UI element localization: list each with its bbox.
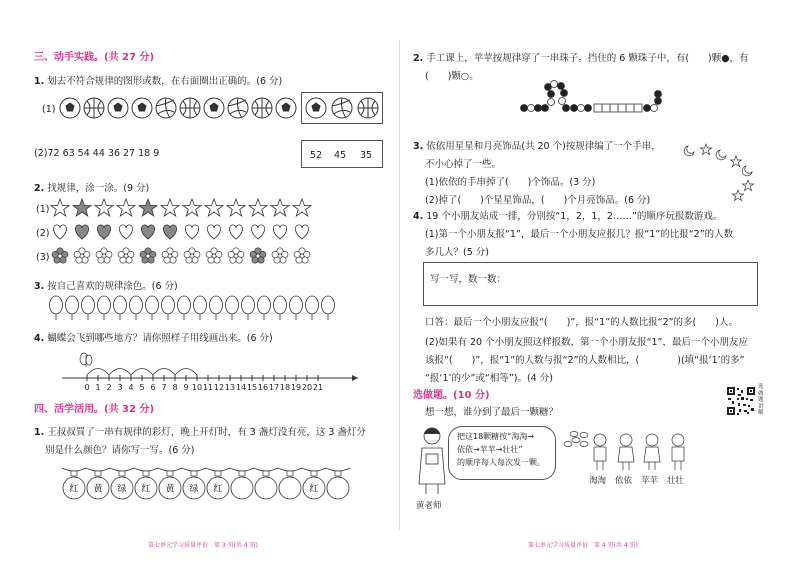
section-3-title: 三、动手实践。(共 27 分) — [34, 52, 155, 63]
flower-icon — [250, 248, 266, 263]
kid-figure — [618, 434, 634, 470]
flower-icon — [118, 248, 134, 263]
work-area-box[interactable] — [423, 262, 758, 306]
star-icon — [95, 199, 113, 216]
light-bulb-label: 红 — [213, 484, 223, 495]
soccer-ball-icon — [204, 98, 224, 118]
number-line-tick-label: 18 — [279, 383, 291, 392]
section-4-title: 四、活学活用。(共 32 分) — [34, 404, 155, 415]
kid-label-3: 苹苹 — [641, 476, 659, 486]
flower-icon — [52, 248, 68, 263]
flower-icon — [74, 248, 90, 263]
star-moon-bracelet — [680, 140, 762, 204]
number-line-tick-label: 13 — [224, 383, 236, 392]
star-icon — [293, 199, 311, 216]
star-icon — [743, 180, 754, 191]
left-page-footer: 第七单元学习质量评价 第 3 页(共 4 页) — [148, 542, 258, 549]
flower-icon — [294, 248, 310, 263]
right-question-3-sub2: (2)掉了( )个星星饰品，( )个月亮饰品。(6 分) — [425, 195, 651, 206]
question-3: 3. 按自己喜欢的规律涂色。(6 分) — [34, 281, 178, 292]
right-question-4-sub2c: “报‘1’的少”或“相等”)。(4 分) — [425, 373, 553, 384]
number-line-tick-label: 11 — [202, 383, 214, 392]
star-icon — [701, 144, 712, 155]
balloon-icon — [226, 296, 239, 320]
light-bulb-icon — [87, 471, 109, 499]
light-bulb-icon — [135, 471, 157, 499]
number-line-tick-label: 4 — [128, 383, 134, 392]
soccer-ball-icon — [60, 98, 80, 118]
star-icon — [731, 156, 742, 167]
kid-label-1: 淘淘 — [589, 476, 607, 486]
star-icon — [271, 199, 289, 216]
light-bulb-icon — [63, 471, 85, 499]
butterfly-icon — [80, 353, 92, 367]
kid-figure — [594, 434, 606, 470]
light-bulb-icon — [183, 471, 205, 499]
page-divider — [399, 40, 400, 530]
flower-icon — [162, 248, 178, 263]
light-bulb-icon — [255, 471, 277, 499]
heart-icon — [53, 225, 66, 239]
balloon-icon — [242, 296, 255, 320]
number-line-tick-label: 10 — [191, 383, 203, 392]
soccer-ball-icon — [276, 98, 296, 118]
question-2: 2. 找规律，涂一涂。(9 分) — [34, 183, 150, 194]
kid-label-4: 壮壮 — [667, 476, 685, 486]
q1-answer-box-1[interactable] — [301, 92, 383, 124]
number-line-tick-label: 0 — [84, 383, 90, 392]
balloon-icon — [162, 296, 175, 320]
optional-question-text: 想一想，谁分到了最后一颗糖？ — [425, 407, 559, 418]
flower-icon — [96, 248, 112, 263]
q2-label-3: (3) — [36, 252, 50, 263]
number-line-tick-label: 14 — [235, 383, 247, 392]
question-1: 1. 划去不符合规律的图形或数，在右面圈出正确的。(6 分) — [34, 76, 283, 87]
number-line-tick-label: 3 — [117, 383, 123, 392]
heart-icon — [185, 225, 198, 239]
number-line-tick-label: 12 — [213, 383, 225, 392]
heart-icon — [295, 225, 308, 239]
light-bulb-icon — [279, 471, 301, 499]
q1-answer-box-2[interactable]: 52 45 35 — [301, 140, 383, 168]
light-bulb-label: 红 — [69, 484, 79, 495]
kid-label-2: 依依 — [615, 476, 633, 486]
soccer-ball-icon — [132, 98, 152, 118]
star-icon — [183, 199, 201, 216]
moon-icon — [742, 166, 752, 176]
light-bulb-icon — [111, 471, 133, 499]
light-bulb-icon — [207, 471, 229, 499]
flower-icon — [206, 248, 222, 263]
kid-figure — [644, 434, 660, 470]
number-line-tick-label: 8 — [172, 383, 178, 392]
q2-label-2: (2) — [36, 228, 50, 239]
heart-icon — [163, 225, 176, 239]
right-question-4-sub2a: (2)如果有 20 个小朋友照这样报数，第一个小朋友报“1”，最后一个小朋友应 — [425, 337, 748, 348]
moon-icon — [684, 146, 694, 156]
balloon-icon — [306, 296, 319, 320]
number-line-tick-label: 6 — [150, 383, 156, 392]
qr-code-icon[interactable] — [726, 386, 756, 416]
balloon-icon — [194, 296, 207, 320]
balloon-icon — [66, 296, 79, 320]
light-bulb-label: 红 — [141, 484, 151, 495]
balloon-icon — [258, 296, 271, 320]
number-line-tick-label: 20 — [301, 383, 313, 392]
number-line-tick-label: 5 — [139, 383, 145, 392]
number-line-tick-label: 2 — [106, 383, 112, 392]
heart-icon — [97, 225, 110, 239]
number-line-tick-label: 17 — [268, 383, 280, 392]
kid-figure — [672, 434, 684, 470]
star-icon — [161, 199, 179, 216]
balloon-icon — [50, 296, 63, 320]
star-icon — [117, 199, 135, 216]
flower-icon — [272, 248, 288, 263]
heart-icon — [207, 225, 220, 239]
question-5-line2: 别是什么颜色？请你写一写。(6 分) — [45, 445, 195, 456]
right-question-2-line2: ( )颗○。 — [425, 71, 479, 82]
star-icon — [733, 190, 744, 201]
right-question-4-line1: 4. 19 个小朋友站成一排，分别按“1，2，1，2……”的顺序玩报数游戏。 — [413, 211, 723, 222]
star-icon — [51, 199, 69, 216]
right-question-4-sub2b: 该报“( )”，报“1”的人数与报“2”的人数相比，( )(填“报‘1’的多” — [425, 355, 745, 366]
light-bulb-icon — [159, 471, 181, 499]
teacher-figure — [412, 424, 452, 496]
q1-row1-label: (1) — [42, 104, 56, 115]
volleyball-icon — [156, 98, 176, 118]
star-icon — [249, 199, 267, 216]
number-line-tick-label: 21 — [312, 383, 324, 392]
right-question-3-line2: 不小心掉了一些。 — [425, 159, 502, 170]
light-bulb-icon — [231, 471, 253, 499]
q2-flower-row[interactable] — [50, 246, 330, 266]
q1-balls-sequence — [58, 95, 298, 121]
balloon-icon — [178, 296, 191, 320]
number-line-tick-label: 15 — [246, 383, 258, 392]
number-line-tick-label: 7 — [161, 383, 167, 392]
light-bulb-label: 绿 — [117, 484, 127, 495]
balloon-icon — [146, 296, 159, 320]
work-area-label: 写一写，数一数： — [430, 274, 507, 285]
teacher-label: 黄老师 — [416, 501, 442, 511]
right-question-3-line1: 3. 依依用星星和月亮饰品(共 20 个)按规律编了一个手串， — [413, 141, 661, 152]
light-bulb-icon — [303, 471, 325, 499]
flower-icon — [228, 248, 244, 263]
basketball-icon — [252, 98, 272, 118]
balloon-icon — [114, 296, 127, 320]
right-question-4-sub1b: 多几人？(5 分) — [425, 247, 489, 258]
qr-caption: 选做题讲解 — [758, 384, 764, 416]
question-4: 4. 蝴蝶会飞到哪些地方？请你照样子用线画出来。(6 分) — [34, 333, 273, 344]
number-line[interactable] — [62, 350, 362, 392]
volleyball-icon — [228, 98, 248, 118]
moon-icon — [716, 150, 726, 160]
basketball-icon — [180, 98, 200, 118]
star-icon — [227, 199, 245, 216]
q2-heart-row[interactable] — [50, 222, 330, 242]
light-string[interactable] — [60, 462, 380, 506]
star-icon — [73, 199, 91, 216]
light-bulb-icon — [327, 471, 349, 499]
balloon-row[interactable] — [48, 294, 348, 322]
q1-row2: (2)72 63 54 44 36 27 18 9 — [34, 148, 160, 159]
number-line-tick-label: 1 — [95, 383, 101, 392]
balloon-icon — [274, 296, 287, 320]
balloon-icon — [322, 296, 335, 320]
light-bulb-label: 黄 — [165, 484, 175, 495]
q2-label-1: (1) — [36, 204, 50, 215]
light-bulb-label: 黄 — [93, 484, 103, 495]
kids-row — [588, 432, 698, 474]
star-icon — [205, 199, 223, 216]
soccer-ball-icon — [108, 98, 128, 118]
balloon-icon — [210, 296, 223, 320]
optional-question-title: 选做题。(10 分) — [413, 390, 490, 401]
right-question-2-line1: 2. 手工课上，苹苹按规律穿了一串珠子。挡住的 6 颗珠子中，有( )颗●，有 — [413, 53, 749, 64]
balloon-icon — [82, 296, 95, 320]
balloon-icon — [130, 296, 143, 320]
bead-string[interactable] — [518, 80, 678, 118]
right-question-4-answer: 口答：最后一个小朋友应报“( )”，报“1”的人数比报“2”的多( )人。 — [425, 317, 738, 328]
number-line-tick-label: 9 — [183, 383, 189, 392]
heart-icon — [119, 225, 132, 239]
question-5-line1: 1. 王叔叔買了一串有规律的彩灯，晚上开灯时，有 3 盏灯没有亮，这 3 盏灯分 — [34, 427, 366, 438]
right-question-4-sub1a: (1)第一个小朋友报“1”，最后一个小朋友应报几？报“1”的比报“2”的人数 — [425, 229, 734, 240]
light-bulb-label: 绿 — [189, 484, 199, 495]
flower-icon — [140, 248, 156, 263]
number-line-tick-label: 16 — [257, 383, 269, 392]
heart-icon — [75, 225, 88, 239]
heart-icon — [251, 225, 264, 239]
heart-icon — [229, 225, 242, 239]
speech-bubble: 把这18颗糖按“淘淘→ 依依→苹苹→壮壮” 的顺序每人每次发一颗。 — [448, 426, 556, 480]
right-page-footer: 第七单元学习质量评价 第 4 页(共 4 页) — [528, 542, 638, 549]
right-question-3-sub1: (1)依依的手串掉了( )个饰品。(3 分) — [425, 177, 596, 188]
q2-star-row[interactable] — [50, 198, 330, 218]
number-line-tick-label: 19 — [290, 383, 302, 392]
light-bulb-label: 红 — [309, 484, 319, 495]
balloon-icon — [290, 296, 303, 320]
star-icon — [139, 199, 157, 216]
flower-icon — [184, 248, 200, 263]
basketball-icon — [84, 98, 104, 118]
heart-icon — [273, 225, 286, 239]
heart-icon — [141, 225, 154, 239]
balloon-icon — [98, 296, 111, 320]
